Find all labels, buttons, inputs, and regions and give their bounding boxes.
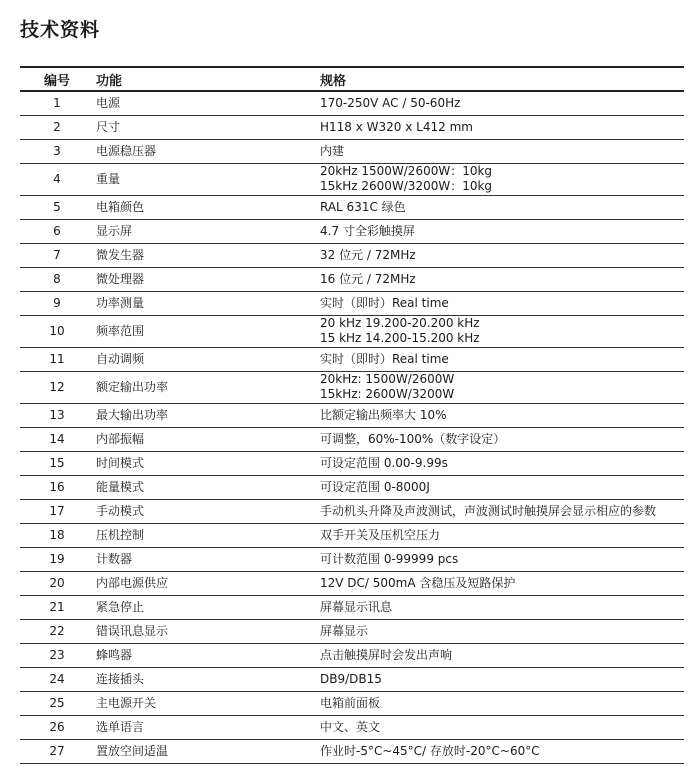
- table-row: [20, 195, 684, 219]
- row-function: 电源: [94, 91, 320, 115]
- spec-line: 4.7 寸全彩触摸屏: [320, 223, 415, 238]
- row-spec: [320, 643, 684, 667]
- row-function: 主电源开关: [94, 691, 320, 715]
- row-number: 2: [20, 115, 94, 139]
- row-function: 自动调频: [94, 347, 320, 371]
- row-number: 26: [20, 715, 94, 739]
- table-row: [20, 115, 684, 139]
- row-number: 18: [20, 523, 94, 547]
- row-number: 1: [20, 91, 94, 115]
- row-number: 10: [20, 315, 94, 347]
- row-number: 19: [20, 547, 94, 571]
- spec-line: 电箱前面板: [320, 695, 381, 710]
- row-spec: [320, 291, 684, 315]
- row-spec: [320, 571, 684, 595]
- row-number: 9: [20, 291, 94, 315]
- row-spec: [320, 163, 684, 195]
- row-spec: [320, 427, 684, 451]
- spec-line: 实时（即时）Real time: [320, 295, 449, 310]
- spec-line: 170-250V AC / 50-60Hz: [320, 95, 461, 110]
- row-function: 置放空间适温: [94, 739, 320, 763]
- spec-line: 可调整，60%-100%（数字设定）: [320, 431, 506, 446]
- row-function: 内部电源供应: [94, 571, 320, 595]
- spec-line: 内建: [320, 143, 345, 158]
- row-function: 重量: [94, 163, 320, 195]
- row-function: 额定输出功率: [94, 371, 320, 403]
- row-function: 蜂鸣器: [94, 643, 320, 667]
- spec-line: 比额定输出频率大 10%: [320, 407, 447, 422]
- spec-line: 15 kHz 14.200-15.200 kHz: [320, 331, 480, 345]
- row-spec: [320, 451, 684, 475]
- row-number: 7: [20, 243, 94, 267]
- row-spec: [320, 195, 684, 219]
- header-spec: 规格: [320, 67, 684, 91]
- header-function: 功能: [94, 67, 320, 91]
- row-number: 17: [20, 499, 94, 523]
- spec-line: 20kHz: 1500W/2600W: [320, 372, 455, 386]
- table-row: [20, 595, 684, 619]
- table-header-row: [20, 67, 684, 91]
- table-row: [20, 643, 684, 667]
- table-row: [20, 371, 684, 403]
- row-function: 压机控制: [94, 523, 320, 547]
- row-function: 时间模式: [94, 451, 320, 475]
- row-number: 4: [20, 163, 94, 195]
- row-spec: [320, 499, 684, 523]
- spec-line: 双手开关及压机空压力: [320, 527, 441, 542]
- row-spec: [320, 715, 684, 739]
- row-spec: [320, 219, 684, 243]
- table-row: [20, 291, 684, 315]
- row-function: 错误讯息显示: [94, 619, 320, 643]
- row-spec: [320, 619, 684, 643]
- spec-line: 32 位元 / 72MHz: [320, 247, 416, 262]
- row-function: 内部振幅: [94, 427, 320, 451]
- row-function: 电箱颜色: [94, 195, 320, 219]
- row-number: 21: [20, 595, 94, 619]
- row-spec: [320, 347, 684, 371]
- table-row: [20, 691, 684, 715]
- row-number: 11: [20, 347, 94, 371]
- row-number: 16: [20, 475, 94, 499]
- table-row: [20, 427, 684, 451]
- row-number: 13: [20, 403, 94, 427]
- spec-line: H118 x W320 x L412 mm: [320, 119, 473, 134]
- spec-line: 16 位元 / 72MHz: [320, 271, 416, 286]
- spec-line: 可计数范围 0-99999 pcs: [320, 551, 459, 566]
- row-number: 14: [20, 427, 94, 451]
- spec-line: 20 kHz 19.200-20.200 kHz: [320, 316, 480, 330]
- spec-table: [20, 66, 684, 764]
- row-spec: [320, 139, 684, 163]
- row-function: 能量模式: [94, 475, 320, 499]
- row-function: 连接插头: [94, 667, 320, 691]
- row-spec: [320, 315, 684, 347]
- table-row: [20, 267, 684, 291]
- row-spec: [320, 403, 684, 427]
- row-number: 22: [20, 619, 94, 643]
- row-number: 24: [20, 667, 94, 691]
- row-spec: [320, 691, 684, 715]
- row-function: 手动模式: [94, 499, 320, 523]
- spec-line: 中文、英文: [320, 719, 381, 734]
- spec-line: 20kHz 1500W/2600W：10kg: [320, 164, 493, 178]
- row-function: 微发生器: [94, 243, 320, 267]
- table-row: [20, 499, 684, 523]
- spec-line: 作业时-5°C~45°C/ 存放时-20°C~60°C: [320, 743, 540, 758]
- spec-line: 屏幕显示: [320, 623, 369, 638]
- row-number: 6: [20, 219, 94, 243]
- row-function: 最大输出功率: [94, 403, 320, 427]
- row-spec: [320, 243, 684, 267]
- table-row: [20, 139, 684, 163]
- header-no: 编号: [20, 67, 94, 91]
- row-spec: [320, 595, 684, 619]
- spec-line: 实时（即时）Real time: [320, 351, 449, 366]
- spec-line: DB9/DB15: [320, 671, 382, 686]
- table-row: [20, 619, 684, 643]
- row-function: 频率范围: [94, 315, 320, 347]
- table-row: [20, 451, 684, 475]
- table-row: [20, 739, 684, 763]
- table-row: [20, 91, 684, 115]
- row-function: 显示屏: [94, 219, 320, 243]
- table-row: [20, 243, 684, 267]
- table-row: [20, 315, 684, 347]
- row-spec: [320, 267, 684, 291]
- spec-line: 点击触摸屏时会发出声响: [320, 647, 453, 662]
- table-row: [20, 163, 684, 195]
- table-row: [20, 547, 684, 571]
- row-number: 27: [20, 739, 94, 763]
- spec-line: 可设定范围 0-8000J: [320, 479, 430, 494]
- row-number: 15: [20, 451, 94, 475]
- row-number: 8: [20, 267, 94, 291]
- spec-line: 屏幕显示讯息: [320, 599, 393, 614]
- table-row: [20, 667, 684, 691]
- table-row: [20, 523, 684, 547]
- table-row: [20, 347, 684, 371]
- spec-line: 15kHz: 2600W/3200W: [320, 387, 455, 401]
- row-number: 25: [20, 691, 94, 715]
- spec-line: 12V DC/ 500mA 含稳压及短路保护: [320, 575, 516, 590]
- table-row: [20, 219, 684, 243]
- spec-line: 可设定范围 0.00-9.99s: [320, 455, 448, 470]
- row-spec: [320, 115, 684, 139]
- table-body: [20, 91, 684, 763]
- spec-line: 15kHz 2600W/3200W：10kg: [320, 179, 493, 193]
- row-spec: [320, 667, 684, 691]
- row-spec: [320, 547, 684, 571]
- row-function: 功率测量: [94, 291, 320, 315]
- row-spec: [320, 475, 684, 499]
- page-title: 技术资料: [20, 19, 101, 41]
- row-function: 尺寸: [94, 115, 320, 139]
- row-spec: [320, 739, 684, 763]
- table-row: [20, 403, 684, 427]
- row-number: 20: [20, 571, 94, 595]
- row-spec: [320, 523, 684, 547]
- row-number: 12: [20, 371, 94, 403]
- row-number: 5: [20, 195, 94, 219]
- spec-line: RAL 631C 绿色: [320, 199, 406, 214]
- row-number: 23: [20, 643, 94, 667]
- row-spec: [320, 91, 684, 115]
- table-row: [20, 475, 684, 499]
- row-function: 选单语言: [94, 715, 320, 739]
- table-row: [20, 715, 684, 739]
- row-function: 微处理器: [94, 267, 320, 291]
- table-row: [20, 571, 684, 595]
- row-function: 电源稳压器: [94, 139, 320, 163]
- spec-line: 手动机头升降及声波测试，声波测试时触摸屏会显示相应的参数: [320, 503, 657, 518]
- row-spec: [320, 371, 684, 403]
- row-function: 紧急停止: [94, 595, 320, 619]
- row-function: 计数器: [94, 547, 320, 571]
- row-number: 3: [20, 139, 94, 163]
